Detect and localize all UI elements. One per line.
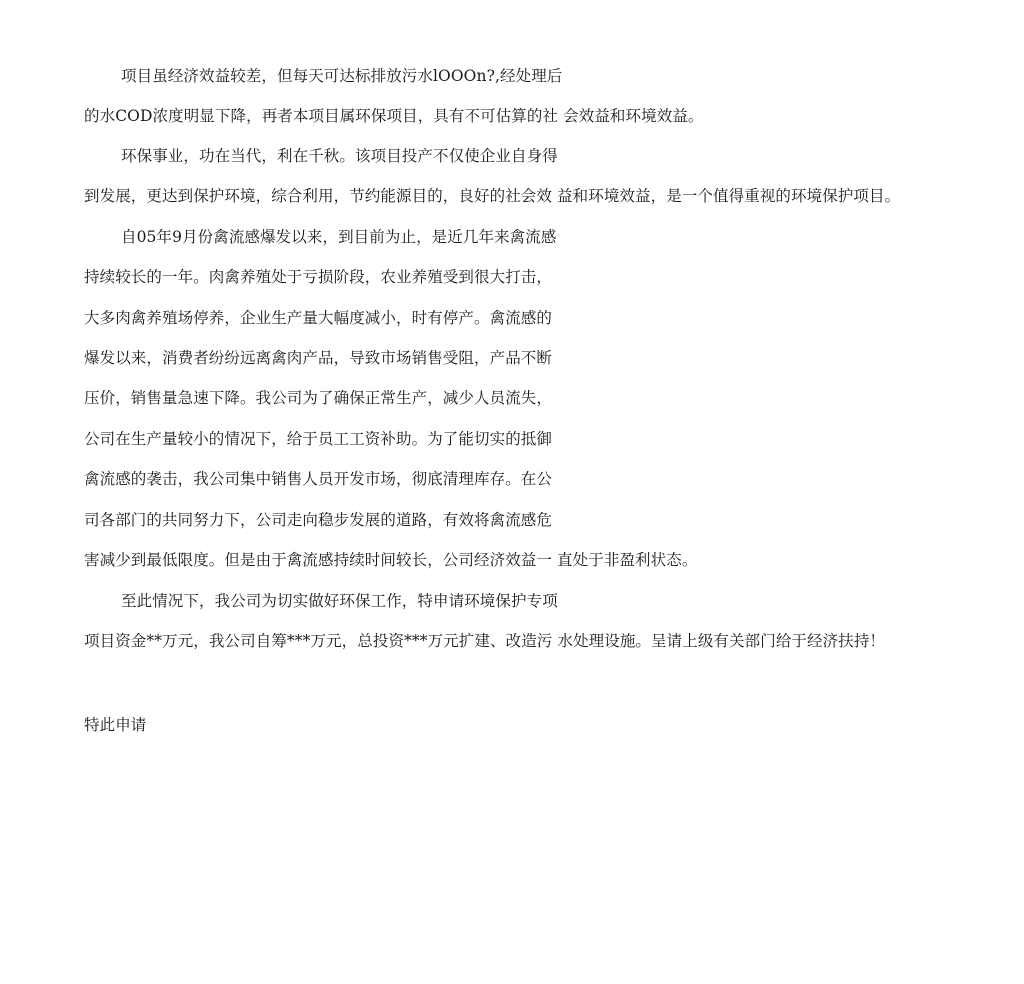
paragraph-line: 到发展，更达到保护环境，综合利用，节约能源目的，良好的社会效 益和环境效益，是一个值得重视的环境保护项目。 [84, 187, 901, 205]
paragraph-line: 至此情况下，我公司为切实做好环保工作，特申请环境保护专项 [121, 592, 558, 610]
paragraph-line: 大多肉禽养殖场停养，企业生产量大幅度减小，时有停产。禽流感的 [84, 309, 553, 327]
paragraph-line: 公司在生产量较小的情况下，给于员工工资补助。为了能切实的抵御 [84, 430, 553, 448]
closing-line: 特此申请 [84, 716, 147, 734]
paragraph-line: 项目虽经济效益较差，但每天可达标排放污水lOOOn?,经处理后 [121, 67, 563, 85]
paragraph-line: 持续较长的一年。肉禽养殖处于亏损阶段，农业养殖受到很大打击， [84, 268, 553, 286]
paragraph-line: 司各部门的共同努力下，公司走向稳步发展的道路，有效将禽流感危 [84, 511, 553, 529]
paragraph-line: 压价，销售量急速下降。我公司为了确保正常生产，减少人员流失， [84, 389, 553, 407]
paragraph-line: 自05年9月份禽流感爆发以来，到目前为止，是近几年来禽流感 [121, 228, 557, 246]
paragraph-line: 害减少到最低限度。但是由于禽流感持续时间较长，公司经济效益一 直处于非盈利状态。 [84, 551, 698, 569]
paragraph-line: 禽流感的袭击，我公司集中销售人员开发市场，彻底清理库存。在公 [84, 470, 553, 488]
paragraph-line: 项目资金**万元，我公司自筹***万元，总投资***万元扩建、改造污 水处理设施。呈请上级有关部门给于经济扶持！ [84, 632, 886, 650]
paragraph-line: 环保事业，功在当代，利在千秋。该项目投产不仅使企业自身得 [121, 147, 558, 165]
paragraph-line: 爆发以来，消费者纷纷远离禽肉产品，导致市场销售受阻，产品不断 [84, 349, 553, 367]
paragraph-line: 的水COD浓度明显下降，再者本项目属环保项目，具有不可估算的社 会效益和环境效益。 [84, 107, 704, 125]
